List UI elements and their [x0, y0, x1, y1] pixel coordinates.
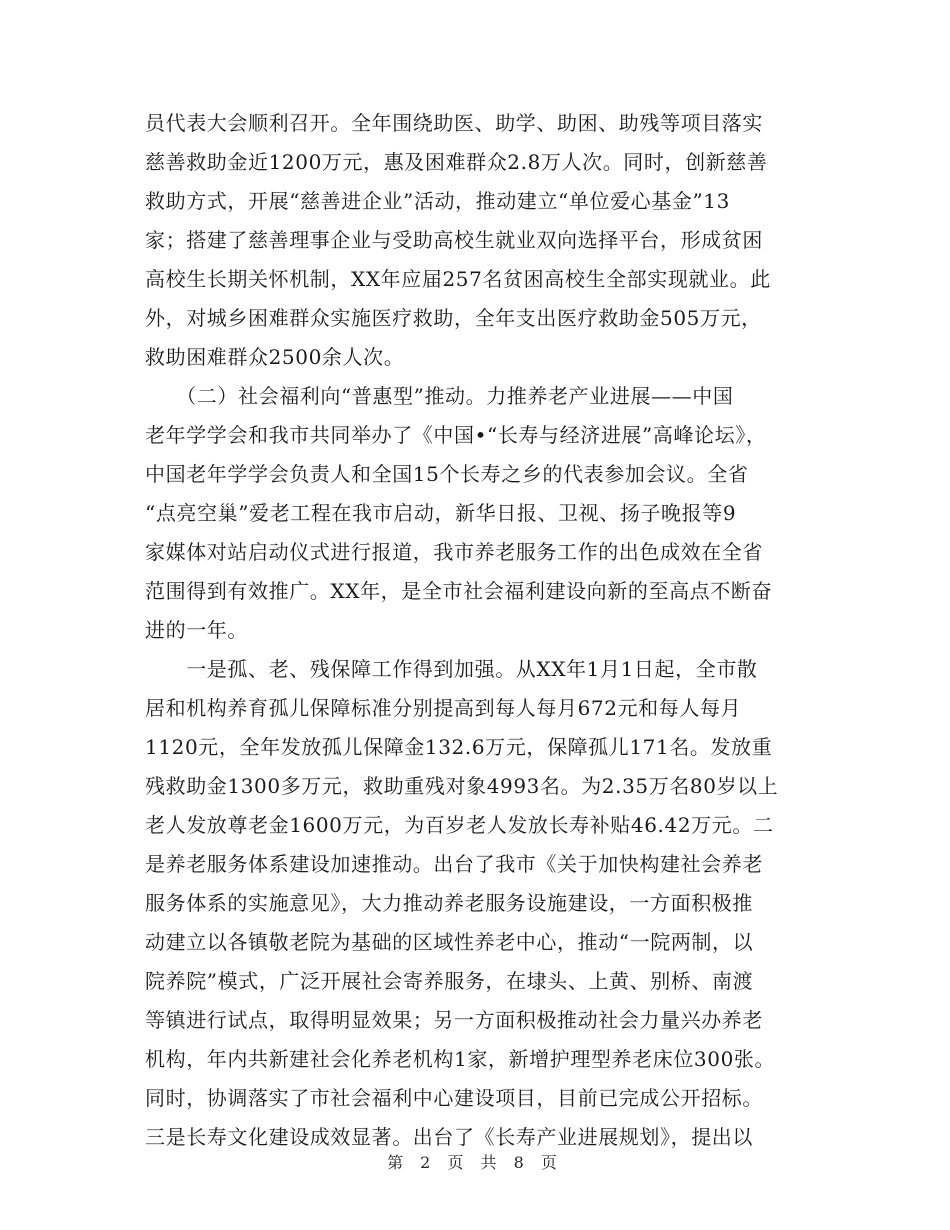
text-line: 动建立以各镇敬老院为基础的区域性养老中心，推动“一院两制，以 — [145, 930, 754, 954]
text-line: 进的一年。 — [145, 618, 248, 642]
text-line: 员代表大会顺利召开。全年围绕助医、助学、助困、助残等项目落实 — [145, 111, 763, 135]
text-line: 家；搭建了慈善理事企业与受助高校生就业双向选择平台，形成贫困 — [145, 228, 763, 252]
text-line: 残救助金1300多万元，救助重残对象4993名。为2.35万名80岁以上 — [145, 774, 779, 798]
text-line: 一是孤、老、残保障工作得到加强。从XX年1月1日起，全市散 — [145, 657, 758, 681]
text-line: 三是长寿文化建设成效显著。出台了《长寿产业进展规划》，提出以 — [145, 1125, 753, 1149]
text-line: 院养院”模式，广泛开展社会寄养服务，在埭头、上黄、别桥、南渡 — [145, 969, 754, 993]
text-line: “点亮空巢”爱老工程在我市启动，新华日报、卫视、扬子晚报等9 — [145, 501, 737, 525]
text-line: 是养老服务体系建设加速推动。出台了我市《关于加快构建社会养老 — [145, 852, 763, 876]
page-number-footer: 第 2 页 共 8 页 — [387, 1153, 563, 1172]
text-line: 家媒体对站启动仪式进行报道，我市养老服务工作的出色成效在全省 — [145, 540, 763, 564]
text-line: 老人发放尊老金1600万元，为百岁老人发放长寿补贴46.42万元。二 — [145, 813, 774, 837]
text-line: 1120元，全年发放孤儿保障金132.6万元，保障孤儿171名。发放重 — [145, 735, 773, 759]
text-line: 救助困难群众2500余人次。 — [145, 345, 405, 369]
body-text — [145, 104, 815, 1157]
text-line: 同时，协调落实了市社会福利中心建设项目，目前已完成公开招标。 — [145, 1086, 763, 1110]
text-line: 等镇进行试点，取得明显效果；另一方面积极推动社会力量兴办养老 — [145, 1008, 763, 1032]
text-line: 慈善救助金近1200万元，惠及困难群众2.8万人次。同时，创新慈善 — [145, 150, 768, 174]
text-line: 范围得到有效推广。XX年，是全市社会福利建设向新的至高点不断奋 — [145, 579, 773, 603]
text-line: 外，对城乡困难群众实施医疗救助，全年支出医疗救助金505万元， — [145, 306, 762, 330]
text-line: 老年学学会和我市共同举办了《中国•“长寿与经济进展”高峰论坛》， — [145, 423, 767, 447]
text-line: 高校生长期关怀机制，XX年应届257名贫困高校生全部实现就业。此 — [145, 267, 771, 291]
text-line: 中国老年学学会负责人和全国15个长寿之乡的代表参加会议。全省 — [145, 462, 749, 486]
text-line: 救助方式，开展“慈善进企业”活动，推动建立“单位爱心基金”13 — [145, 189, 730, 213]
text-line: （二）社会福利向“普惠型”推动。力推养老产业进展——中国 — [145, 384, 734, 408]
text-line: 居和机构养育孤儿保障标准分别提高到每人每月672元和每人每月 — [145, 696, 742, 720]
text-line: 机构，年内共新建社会化养老机构1家，新增护理型养老床位300张。 — [145, 1047, 776, 1071]
text-line: 服务体系的实施意见》，大力推动养老服务设施建设，一方面积极推 — [145, 891, 753, 915]
